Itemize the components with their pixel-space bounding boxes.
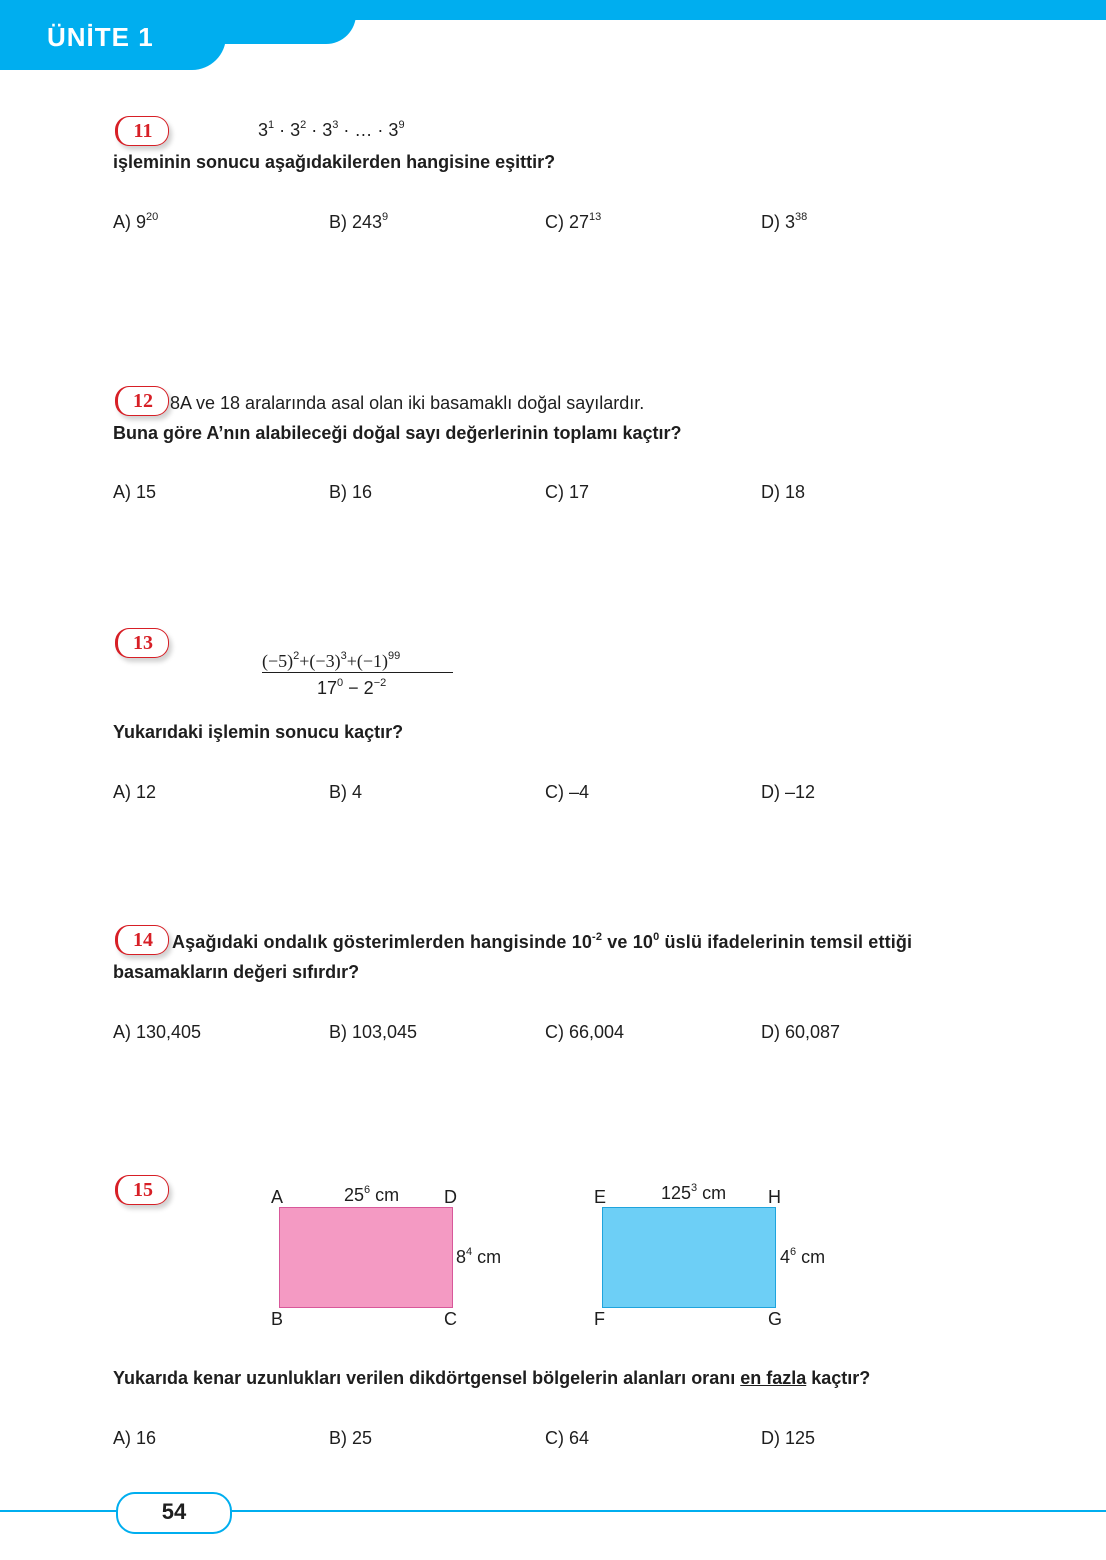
q13-question: Yukarıdaki işlemin sonucu kaçtır? xyxy=(113,722,404,742)
q13-denominator: $17^0 - 2^{-2}$ xyxy=(317,677,387,698)
q15-option-b[interactable]: B) 25 xyxy=(329,1428,373,1448)
q12-option-c[interactable]: C) 17 xyxy=(545,482,590,502)
q13-fraction-bar xyxy=(262,672,453,673)
rect-efgh-top-length: $125^3$ cm xyxy=(661,1182,727,1203)
unit-label: ÜNİTE 1 xyxy=(47,22,154,52)
question-number-11: 11 xyxy=(115,116,169,146)
q13-numerator: $(-5)^2+(-3)^3+(-1)^{99}$ xyxy=(262,650,401,671)
q12-statement: 8A ve 18 aralarında asal olan iki basamaklı doğal sayılardır. xyxy=(170,393,645,413)
question-number-15: 15 xyxy=(115,1175,169,1205)
vertex-g: G xyxy=(768,1309,783,1329)
question-number-12: 12 xyxy=(115,386,169,416)
q14-option-c[interactable]: C) 66,004 xyxy=(545,1022,625,1042)
vertex-d: D xyxy=(444,1187,457,1207)
q11-question: işleminin sonucu aşağıdakilerden hangisine eşittir? xyxy=(113,152,556,172)
vertex-c: C xyxy=(444,1309,457,1329)
q14-option-a[interactable]: A) 130,405 xyxy=(113,1022,202,1042)
q15-option-a[interactable]: A) 16 xyxy=(113,1428,157,1448)
q15-option-c[interactable]: C) 64 xyxy=(545,1428,590,1448)
q14-question-line2: basamakların değeri sıfırdır? xyxy=(113,962,360,982)
q11-option-d[interactable]: D) $3^{38}$ xyxy=(761,211,808,232)
q15-emphasis: en fazla xyxy=(740,1368,807,1388)
q13-option-b[interactable]: B) 4 xyxy=(329,782,363,802)
q11-option-b[interactable]: B) $243^9$ xyxy=(329,211,389,232)
q15-question: Yukarıda kenar uzunlukları verilen dikdörtgensel bölgelerin alanları oranı en fazla kaçtır? xyxy=(113,1368,871,1388)
vertex-e: E xyxy=(594,1187,607,1207)
q11-option-a[interactable]: A) $9^{20}$ xyxy=(113,211,159,232)
question-number-14: 14 xyxy=(115,925,169,955)
q13-option-a[interactable]: A) 12 xyxy=(113,782,157,802)
q12-option-a[interactable]: A) 15 xyxy=(113,482,157,502)
rect-abcd-top-length: $25^6$ cm xyxy=(344,1184,400,1205)
vertex-b: B xyxy=(271,1309,284,1329)
q12-question: Buna göre A’nın alabileceği doğal sayı değerlerinin toplamı kaçtır? xyxy=(113,423,682,443)
q12-option-b[interactable]: B) 16 xyxy=(329,482,373,502)
q13-option-c[interactable]: C) –4 xyxy=(545,782,590,802)
rectangle-abcd xyxy=(279,1207,453,1308)
vertex-h: H xyxy=(768,1187,781,1207)
q12-option-d[interactable]: D) 18 xyxy=(761,482,806,502)
page-number: 54 xyxy=(161,1499,187,1524)
question-number-13: 13 xyxy=(115,628,169,658)
rect-abcd-side-length: $8^4$ cm xyxy=(456,1246,502,1267)
vertex-a: A xyxy=(271,1187,284,1207)
q14-option-b[interactable]: B) 103,045 xyxy=(329,1022,418,1042)
q14-option-d[interactable]: D) 60,087 xyxy=(761,1022,841,1042)
rectangle-efgh xyxy=(602,1207,776,1308)
vertex-f: F xyxy=(594,1309,605,1329)
q11-option-c[interactable]: C) $27^{13}$ xyxy=(545,211,602,232)
rect-efgh-side-length: $4^6$ cm xyxy=(780,1246,826,1267)
q13-option-d[interactable]: D) –12 xyxy=(761,782,816,802)
q11-expression: $3^1 \cdot 3^2 \cdot 3^3$ · … · $3^9$ xyxy=(258,119,405,140)
q15-option-d[interactable]: D) 125 xyxy=(761,1428,816,1448)
q14-question-line1: Aşağıdaki ondalık gösterimlerden hangisinde $10^{-2}$ ve $10^0$ üslü ifadelerinin temsil ettiği xyxy=(172,931,913,952)
